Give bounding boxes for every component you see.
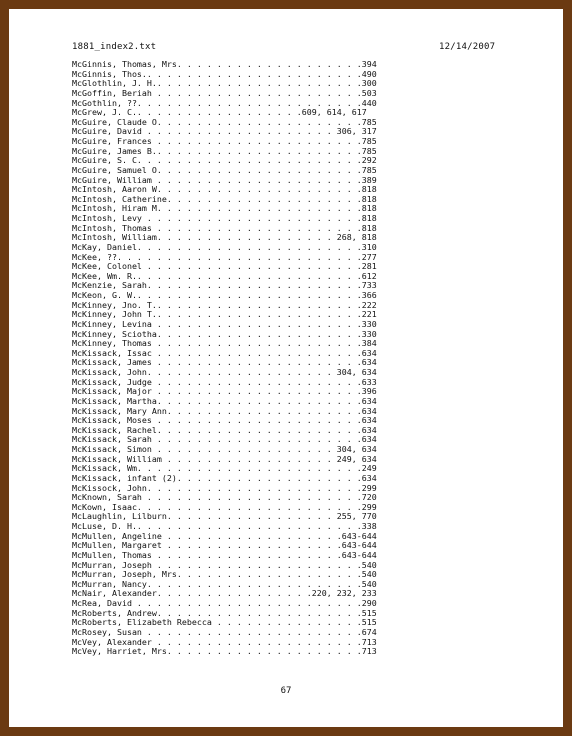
page-number: 67 bbox=[280, 686, 292, 696]
index-entry: McIntosh, William. . . . . . . . . . . . . . . . . . 268, 818 bbox=[72, 233, 377, 243]
index-entry: McKissack, John. . . . . . . . . . . . . . . . . . . 304, 634 bbox=[72, 368, 377, 377]
index-entry: McGinnis, Thomas, Mrs. . . . . . . . . . . . . . . . . . .394 bbox=[72, 60, 377, 69]
index-entry: McGothlin, ??. . . . . . . . . . . . . . . . . . . . . . .440 bbox=[72, 98, 377, 108]
index-entry: McMullen, Margaret . . . . . . . . . . . . . . . . . .643-644 bbox=[72, 541, 377, 551]
index-entry: McKinney, Levina . . . . . . . . . . . . . . . . . . . . .330 bbox=[72, 319, 377, 329]
index-entry: McMullen, Thomas . . . . . . . . . . . . . . . . . . .643-644 bbox=[72, 550, 377, 560]
index-entry: McKissack, James . . . . . . . . . . . . . . . . . . . . .634 bbox=[72, 358, 377, 368]
index-entry: McNair, Alexander. . . . . . . . . . . . . . . .220, 232, 233 bbox=[72, 589, 377, 599]
index-entry: McGuire, S. C. . . . . . . . . . . . . . . . . . . . . . .292 bbox=[72, 156, 377, 166]
index-entry: McLaughlin, Lilburn. . . . . . . . . . . . . . . . . 255, 770 bbox=[72, 512, 377, 522]
index-entry: McIntosh, Thomas . . . . . . . . . . . . . . . . . . . . .818 bbox=[72, 223, 377, 233]
index-entry: McGuire, Samuel O. . . . . . . . . . . . . . . . . . . . .785 bbox=[72, 165, 377, 175]
index-entry: McIntosh, Aaron W. . . . . . . . . . . . . . . . . . . . .818 bbox=[72, 185, 377, 195]
index-entry: McGuire, Claude O. . . . . . . . . . . . . . . . . . . . .785 bbox=[72, 117, 377, 127]
index-entry: McKissock, John. . . . . . . . . . . . . . . . . . . . . .299 bbox=[72, 483, 377, 493]
index-entry: McGuire, Frances . . . . . . . . . . . . . . . . . . . . .785 bbox=[72, 137, 377, 146]
index-entry: McKissack, Sarah . . . . . . . . . . . . . . . . . . . . .634 bbox=[72, 435, 377, 445]
index-entry: McKissack, infant (2). . . . . . . . . . . . . . . . . . .634 bbox=[72, 473, 377, 483]
index-entry: McKissack, Judge . . . . . . . . . . . . . . . . . . . . .633 bbox=[72, 377, 377, 387]
index-entry: McKinney, John T.. . . . . . . . . . . . . . . . . . . . .221 bbox=[72, 310, 377, 320]
index-entry: McRoberts, Elizabeth Rebecca . . . . . . . . . . . . . . .515 bbox=[72, 618, 377, 628]
index-entry: McIntosh, Levy . . . . . . . . . . . . . . . . . . . . . .818 bbox=[72, 214, 377, 223]
index-entry: McVey, Alexander . . . . . . . . . . . . . . . . . . . . .713 bbox=[72, 637, 377, 647]
index-entry: McKee, Wm. R.. . . . . . . . . . . . . . . . . . . . . . .612 bbox=[72, 271, 377, 281]
index-entry: McGrew, J. C.. . . . . . . . . . . . . . . . .609, 614, 617 bbox=[72, 108, 367, 118]
index-entry: McKinney, Sciotha. . . . . . . . . . . . . . . . . . . . .330 bbox=[72, 329, 377, 339]
index-entry: McKenzie, Sarah. . . . . . . . . . . . . . . . . . . . . .733 bbox=[72, 281, 377, 291]
index-entry: McMurran, Joseph . . . . . . . . . . . . . . . . . . . . .540 bbox=[72, 560, 377, 570]
index-entry: McIntosh, Hiram M. . . . . . . . . . . . . . . . . . . . .818 bbox=[72, 204, 377, 214]
index-entry: McGuire, James B.. . . . . . . . . . . . . . . . . . . . .785 bbox=[72, 146, 377, 156]
index-entry: McGinnis, Thos.. . . . . . . . . . . . . . . . . . . . . .490 bbox=[72, 69, 377, 79]
index-entry: McKissack, Martha. . . . . . . . . . . . . . . . . . . . .634 bbox=[72, 396, 377, 406]
index-entry: McRosey, Susan . . . . . . . . . . . . . . . . . . . . . .674 bbox=[72, 627, 377, 637]
index-entry: McGuire, David . . . . . . . . . . . . . . . . . . . 306, 317 bbox=[72, 127, 377, 137]
index-entry: McGoffin, Beriah . . . . . . . . . . . . . . . . . . . . .503 bbox=[72, 88, 377, 98]
index-entry: McKissack, Issac . . . . . . . . . . . . . . . . . . . . .634 bbox=[72, 348, 377, 358]
index-entry: McKinney, Jno. T.. . . . . . . . . . . . . . . . . . . . .222 bbox=[72, 300, 377, 310]
index-entry: McGuire, William . . . . . . . . . . . . . . . . . . . . .389 bbox=[72, 175, 377, 185]
index-entry: McKown, Isaac. . . . . . . . . . . . . . . . . . . . . . .299 bbox=[72, 502, 377, 512]
index-entry: McKissack, Simon . . . . . . . . . . . . . . . . . . 304, 634 bbox=[72, 445, 377, 454]
index-entry: McKay, Daniel. . . . . . . . . . . . . . . . . . . . . . .310 bbox=[72, 242, 377, 252]
file-name: 1881_index2.txt bbox=[72, 42, 157, 52]
index-entry: McKissack, William . . . . . . . . . . . . . . . . . 249, 634 bbox=[72, 454, 377, 464]
index-entry: McKissack, Rachel. . . . . . . . . . . . . . . . . . . . .634 bbox=[72, 425, 377, 435]
index-entry: McKee, Colonel . . . . . . . . . . . . . . . . . . . . . .281 bbox=[72, 262, 377, 272]
index-entry: McLuse, D. H.. . . . . . . . . . . . . . . . . . . . . . .338 bbox=[72, 522, 377, 531]
index-entry: McIntosh, Catherine. . . . . . . . . . . . . . . . . . . .818 bbox=[72, 194, 377, 204]
index-entry: McMurran, Joseph, Mrs. . . . . . . . . . . . . . . . . . .540 bbox=[72, 570, 377, 580]
index-entry: McKissack, Wm. . . . . . . . . . . . . . . . . . . . . . .249 bbox=[72, 464, 377, 474]
index-entry-list bbox=[72, 60, 452, 657]
index-entry: McKee, ??. . . . . . . . . . . . . . . . . . . . . . . . .277 bbox=[72, 252, 377, 262]
index-entry: McRoberts, Andrew. . . . . . . . . . . . . . . . . . . . .515 bbox=[72, 608, 377, 618]
index-entry: McVey, Harriet, Mrs. . . . . . . . . . . . . . . . . . . .713 bbox=[72, 647, 377, 657]
index-entry: McGlothlin, J. H.. . . . . . . . . . . . . . . . . . . . .300 bbox=[72, 79, 377, 89]
index-entry: McRea, David . . . . . . . . . . . . . . . . . . . . . . .290 bbox=[72, 599, 377, 608]
index-entry: McMurran, Nancy. . . . . . . . . . . . . . . . . . . . . .540 bbox=[72, 579, 377, 589]
index-entry: McMullen, Angeline . . . . . . . . . . . . . . . . . .643-644 bbox=[72, 531, 377, 541]
index-entry: McKnown, Sarah . . . . . . . . . . . . . . . . . . . . . .720 bbox=[72, 493, 377, 503]
document-page bbox=[9, 9, 563, 727]
index-entry: McKinney, Thomas . . . . . . . . . . . . . . . . . . . . .384 bbox=[72, 339, 377, 349]
index-entry: McKissack, Major . . . . . . . . . . . . . . . . . . . . .396 bbox=[72, 387, 377, 397]
print-date: 12/14/2007 bbox=[439, 42, 496, 52]
index-entry: McKeon, G. W.. . . . . . . . . . . . . . . . . . . . . . .366 bbox=[72, 291, 377, 300]
index-entry: McKissack, Moses . . . . . . . . . . . . . . . . . . . . .634 bbox=[72, 416, 377, 426]
index-entry: McKissack, Mary Ann. . . . . . . . . . . . . . . . . . . .634 bbox=[72, 406, 377, 416]
